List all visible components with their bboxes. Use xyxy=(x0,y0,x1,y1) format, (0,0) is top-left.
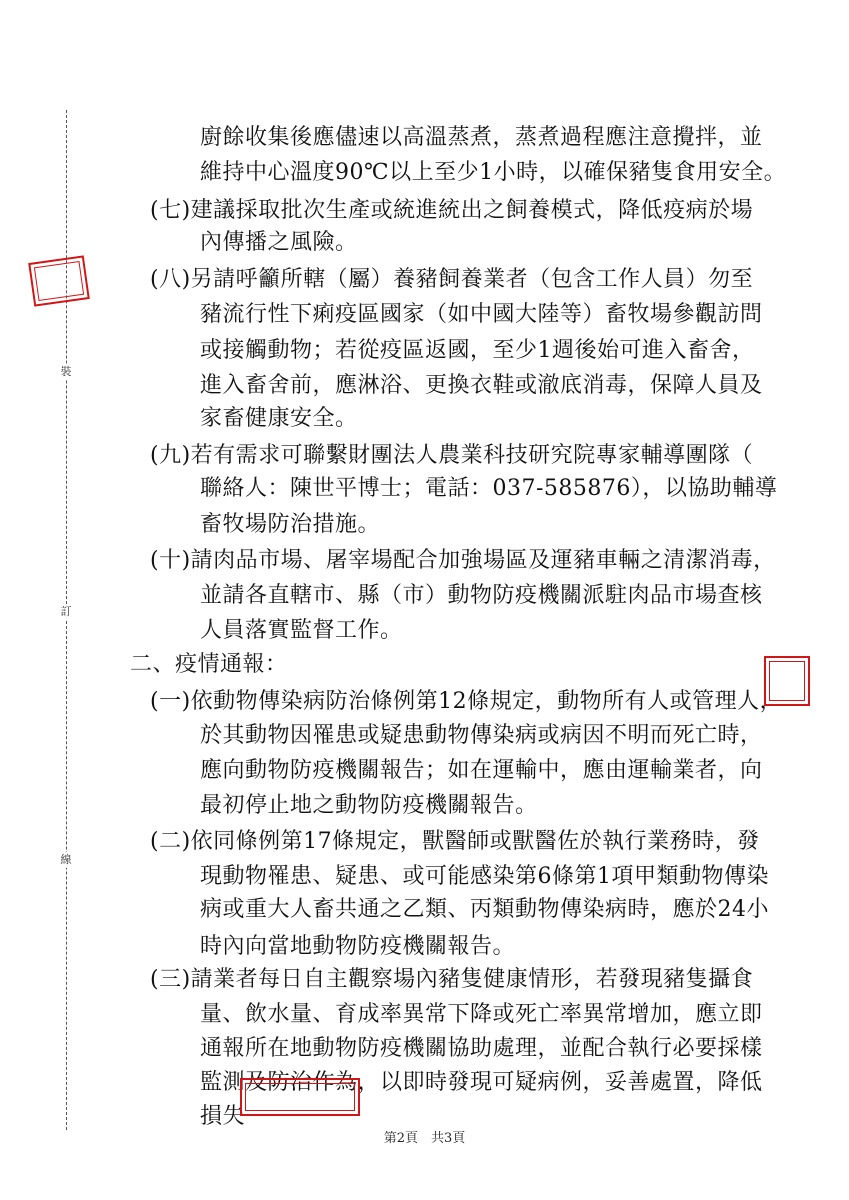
body-line: 維持中心溫度90℃以上至少1小時，以確保豬隻食用安全。 xyxy=(200,160,787,185)
body-line: (三)請業者每日自主觀察場內豬隻健康情形，若發現豬隻攝食 xyxy=(150,967,754,992)
page-footer: 第2頁 共3頁 xyxy=(383,1131,466,1146)
body-line: (八)另請呼籲所轄（屬）養豬飼養業者（包含工作人員）勿至 xyxy=(150,267,754,292)
body-line: (二)依同條例第17條規定，獸醫師或獸醫佐於執行業務時，發 xyxy=(150,829,760,854)
binding-mark-top: 裝 xyxy=(58,364,74,380)
binding-mark-middle: 訂 xyxy=(58,604,74,620)
body-line: 監測及防治作為，以即時發現可疑病例，妥善處置，降低 xyxy=(200,1070,763,1095)
body-line: 於其動物因罹患或疑患動物傳染病或病因不明而死亡時， xyxy=(200,723,763,748)
body-line: 並請各直轄市、縣（市）動物防疫機關派駐肉品市場查核 xyxy=(200,583,763,608)
body-line: 畜牧場防治措施。 xyxy=(200,512,381,537)
body-line: 二、疫情通報： xyxy=(130,652,288,677)
body-line: 或接觸動物；若從疫區返國，至少1週後始可進入畜舍， xyxy=(200,338,755,363)
body-line: 最初停止地之動物防疫機關報告。 xyxy=(200,793,538,818)
body-line: (十)請肉品市場、屠宰場配合加強場區及運豬車輛之清潔消毒， xyxy=(150,548,776,573)
official-seal-left xyxy=(28,255,90,306)
body-line: 內傳播之風險。 xyxy=(200,230,358,255)
official-seal-right xyxy=(764,656,810,706)
body-line: 豬流行性下痢疫區國家（如中國大陸等）畜牧場參觀訪問 xyxy=(200,302,763,327)
body-line: 時內向當地動物防疫機關報告。 xyxy=(200,934,516,959)
body-line: 病或重大人畜共通之乙類、丙類動物傳染病時，應於24小 xyxy=(200,897,769,922)
body-line: 家畜健康安全。 xyxy=(200,406,358,431)
body-line: 聯絡人：陳世平博士；電話：037-585876），以協助輔導 xyxy=(200,476,778,501)
body-line: (一)依動物傳染病防治條例第12條規定，動物所有人或管理人， xyxy=(150,689,783,714)
body-line: (七)建議採取批次生產或統進統出之飼養模式，降低疫病於場 xyxy=(150,198,754,223)
binding-mark-bottom: 線 xyxy=(58,852,74,868)
body-line: 損失 xyxy=(200,1104,246,1129)
body-line: 量、飲水量、育成率異常下降或死亡率異常增加，應立即 xyxy=(200,1002,763,1027)
body-line: 廚餘收集後應儘速以高溫蒸煮，蒸煮過程應注意攪拌，並 xyxy=(200,125,763,150)
body-line: (九)若有需求可聯繫財團法人農業科技研究院專家輔導團隊（ xyxy=(150,443,754,468)
official-seal-bottom xyxy=(240,1078,360,1116)
body-line: 現動物罹患、疑患、或可能感染第6條第1項甲類動物傳染 xyxy=(200,864,769,889)
body-line: 進入畜舍前，應淋浴、更換衣鞋或澈底消毒，保障人員及 xyxy=(200,373,763,398)
body-line: 通報所在地動物防疫機關協助處理，並配合執行必要採樣 xyxy=(200,1036,763,1061)
body-line: 應向動物防疫機關報告；如在運輸中，應由運輸業者，向 xyxy=(200,758,763,783)
body-line: 人員落實監督工作。 xyxy=(200,618,403,643)
